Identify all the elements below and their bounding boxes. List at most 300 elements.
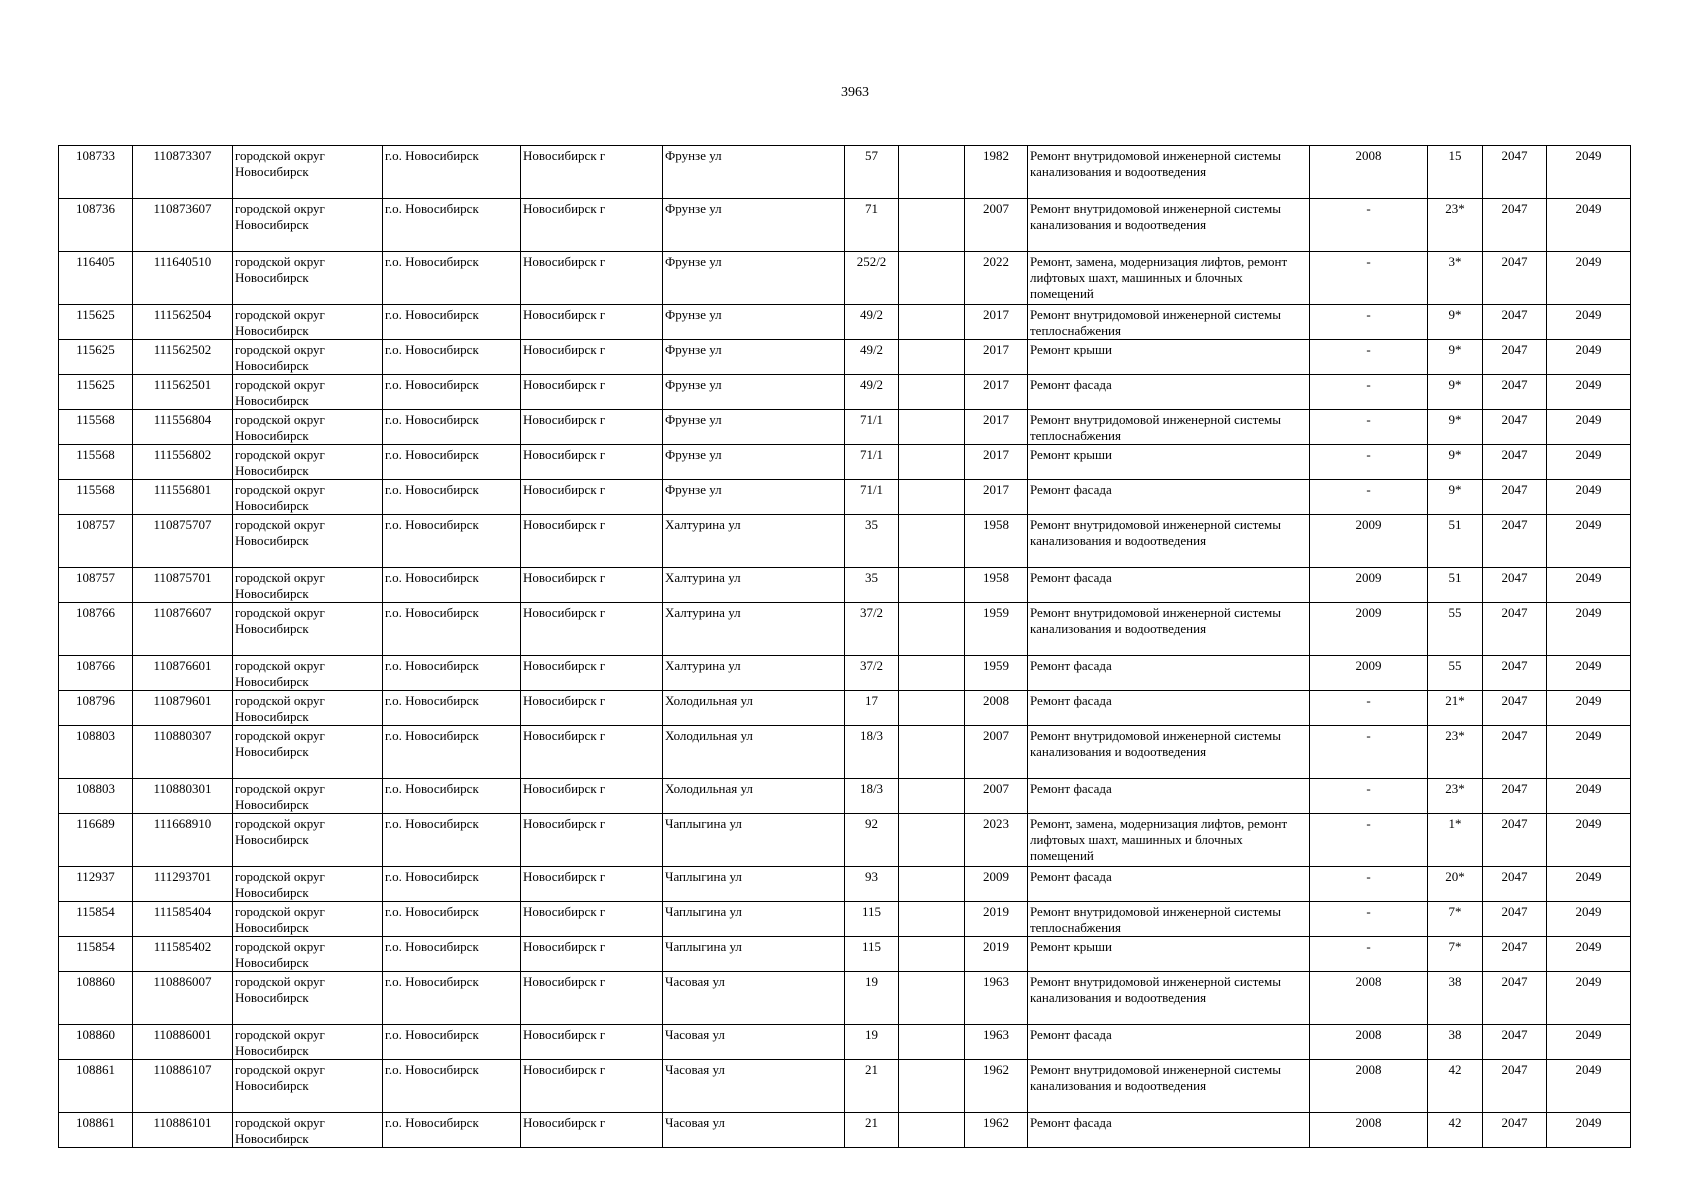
year-built-cell: 2007 (965, 726, 1028, 779)
work-id-cell: 111556802 (133, 445, 233, 480)
plan-end-year-cell: 2049 (1547, 252, 1631, 305)
service-life-cell: 9* (1428, 445, 1483, 480)
work-type-cell: Ремонт внутридомовой инженерной системы канализования и водоотведения (1028, 972, 1310, 1025)
table-row (59, 1113, 1631, 1148)
house-number-cell: 49/2 (845, 340, 899, 375)
street-cell: Фрунзе ул (663, 252, 845, 305)
municipality-cell: городской округ Новосибирск (233, 480, 383, 515)
house-number-cell: 115 (845, 937, 899, 972)
table-row (59, 1025, 1631, 1060)
plan-start-year-cell: 2047 (1483, 603, 1547, 656)
year-built-cell: 1959 (965, 656, 1028, 691)
plan-end-year-cell: 2049 (1547, 972, 1631, 1025)
settlement-cell: Новосибирск г (521, 937, 663, 972)
service-life-cell: 51 (1428, 568, 1483, 603)
last-repair-year-cell: - (1310, 937, 1428, 972)
object-id-cell: 108766 (59, 656, 133, 691)
year-built-cell: 2019 (965, 937, 1028, 972)
plan-start-year-cell: 2047 (1483, 146, 1547, 199)
house-number-cell: 49/2 (845, 305, 899, 340)
work-type-cell: Ремонт внутридомовой инженерной системы канализования и водоотведения (1028, 1060, 1310, 1113)
service-life-cell: 9* (1428, 480, 1483, 515)
work-id-cell: 111585404 (133, 902, 233, 937)
work-type-cell: Ремонт фасада (1028, 568, 1310, 603)
plan-end-year-cell: 2049 (1547, 937, 1631, 972)
building-cell (899, 656, 965, 691)
municipality-cell: городской округ Новосибирск (233, 1113, 383, 1148)
work-type-cell: Ремонт крыши (1028, 445, 1310, 480)
plan-end-year-cell: 2049 (1547, 445, 1631, 480)
house-number-cell: 252/2 (845, 252, 899, 305)
work-id-cell: 110880307 (133, 726, 233, 779)
building-cell (899, 445, 965, 480)
district-cell: г.о. Новосибирск (383, 1025, 521, 1060)
district-cell: г.о. Новосибирск (383, 656, 521, 691)
plan-end-year-cell: 2049 (1547, 603, 1631, 656)
plan-end-year-cell: 2049 (1547, 656, 1631, 691)
district-cell: г.о. Новосибирск (383, 814, 521, 867)
year-built-cell: 2008 (965, 691, 1028, 726)
district-cell: г.о. Новосибирск (383, 146, 521, 199)
house-number-cell: 92 (845, 814, 899, 867)
work-type-cell: Ремонт, замена, модернизация лифтов, ремонт лифтовых шахт, машинных и блочных помещений (1028, 814, 1310, 867)
page-number: 3963 (841, 85, 869, 100)
building-cell (899, 726, 965, 779)
municipality-cell: городской округ Новосибирск (233, 515, 383, 568)
service-life-cell: 3* (1428, 252, 1483, 305)
last-repair-year-cell: 2008 (1310, 1113, 1428, 1148)
object-id-cell: 115854 (59, 902, 133, 937)
district-cell: г.о. Новосибирск (383, 937, 521, 972)
object-id-cell: 108796 (59, 691, 133, 726)
district-cell: г.о. Новосибирск (383, 199, 521, 252)
service-life-cell: 55 (1428, 603, 1483, 656)
object-id-cell: 116405 (59, 252, 133, 305)
table-row (59, 1060, 1631, 1113)
work-type-cell: Ремонт внутридомовой инженерной системы канализования и водоотведения (1028, 515, 1310, 568)
table-row (59, 375, 1631, 410)
work-id-cell: 110876601 (133, 656, 233, 691)
object-id-cell: 108860 (59, 972, 133, 1025)
municipality-cell: городской округ Новосибирск (233, 656, 383, 691)
year-built-cell: 2017 (965, 445, 1028, 480)
settlement-cell: Новосибирск г (521, 867, 663, 902)
building-cell (899, 515, 965, 568)
municipality-cell: городской округ Новосибирск (233, 568, 383, 603)
last-repair-year-cell: - (1310, 305, 1428, 340)
district-cell: г.о. Новосибирск (383, 375, 521, 410)
work-type-cell: Ремонт внутридомовой инженерной системы теплоснабжения (1028, 902, 1310, 937)
plan-start-year-cell: 2047 (1483, 937, 1547, 972)
house-number-cell: 35 (845, 568, 899, 603)
last-repair-year-cell: 2008 (1310, 1025, 1428, 1060)
settlement-cell: Новосибирск г (521, 1060, 663, 1113)
street-cell: Фрунзе ул (663, 480, 845, 515)
house-number-cell: 115 (845, 902, 899, 937)
house-number-cell: 93 (845, 867, 899, 902)
municipality-cell: городской округ Новосибирск (233, 375, 383, 410)
plan-end-year-cell: 2049 (1547, 1060, 1631, 1113)
house-number-cell: 19 (845, 972, 899, 1025)
year-built-cell: 1959 (965, 603, 1028, 656)
house-number-cell: 18/3 (845, 726, 899, 779)
municipality-cell: городской округ Новосибирск (233, 726, 383, 779)
service-life-cell: 38 (1428, 1025, 1483, 1060)
municipality-cell: городской округ Новосибирск (233, 445, 383, 480)
plan-start-year-cell: 2047 (1483, 410, 1547, 445)
work-type-cell: Ремонт внутридомовой инженерной системы канализования и водоотведения (1028, 726, 1310, 779)
settlement-cell: Новосибирск г (521, 972, 663, 1025)
object-id-cell: 108733 (59, 146, 133, 199)
plan-end-year-cell: 2049 (1547, 867, 1631, 902)
plan-start-year-cell: 2047 (1483, 199, 1547, 252)
object-id-cell: 115625 (59, 375, 133, 410)
building-cell (899, 305, 965, 340)
year-built-cell: 2022 (965, 252, 1028, 305)
work-type-cell: Ремонт фасада (1028, 656, 1310, 691)
table-row (59, 480, 1631, 515)
plan-start-year-cell: 2047 (1483, 656, 1547, 691)
year-built-cell: 2007 (965, 779, 1028, 814)
district-cell: г.о. Новосибирск (383, 691, 521, 726)
plan-start-year-cell: 2047 (1483, 375, 1547, 410)
service-life-cell: 7* (1428, 937, 1483, 972)
building-cell (899, 902, 965, 937)
plan-end-year-cell: 2049 (1547, 480, 1631, 515)
street-cell: Часовая ул (663, 1060, 845, 1113)
last-repair-year-cell: - (1310, 199, 1428, 252)
building-cell (899, 937, 965, 972)
service-life-cell: 1* (1428, 814, 1483, 867)
plan-end-year-cell: 2049 (1547, 340, 1631, 375)
year-built-cell: 2009 (965, 867, 1028, 902)
plan-start-year-cell: 2047 (1483, 972, 1547, 1025)
work-type-cell: Ремонт крыши (1028, 340, 1310, 375)
building-cell (899, 1060, 965, 1113)
municipality-cell: городской округ Новосибирск (233, 410, 383, 445)
house-number-cell: 17 (845, 691, 899, 726)
district-cell: г.о. Новосибирск (383, 305, 521, 340)
house-number-cell: 71/1 (845, 480, 899, 515)
street-cell: Чаплыгина ул (663, 814, 845, 867)
service-life-cell: 55 (1428, 656, 1483, 691)
district-cell: г.о. Новосибирск (383, 1113, 521, 1148)
district-cell: г.о. Новосибирск (383, 1060, 521, 1113)
street-cell: Холодильная ул (663, 779, 845, 814)
settlement-cell: Новосибирск г (521, 1025, 663, 1060)
settlement-cell: Новосибирск г (521, 410, 663, 445)
work-type-cell: Ремонт фасада (1028, 1025, 1310, 1060)
street-cell: Чаплыгина ул (663, 937, 845, 972)
year-built-cell: 2019 (965, 902, 1028, 937)
building-cell (899, 603, 965, 656)
building-cell (899, 480, 965, 515)
plan-start-year-cell: 2047 (1483, 1025, 1547, 1060)
settlement-cell: Новосибирск г (521, 568, 663, 603)
last-repair-year-cell: - (1310, 410, 1428, 445)
building-cell (899, 779, 965, 814)
house-number-cell: 37/2 (845, 656, 899, 691)
street-cell: Часовая ул (663, 1113, 845, 1148)
house-number-cell: 71 (845, 199, 899, 252)
municipality-cell: городской округ Новосибирск (233, 146, 383, 199)
service-life-cell: 23* (1428, 779, 1483, 814)
plan-start-year-cell: 2047 (1483, 480, 1547, 515)
plan-end-year-cell: 2049 (1547, 726, 1631, 779)
district-cell: г.о. Новосибирск (383, 252, 521, 305)
district-cell: г.о. Новосибирск (383, 972, 521, 1025)
table-row (59, 726, 1631, 779)
object-id-cell: 108766 (59, 603, 133, 656)
year-built-cell: 2017 (965, 480, 1028, 515)
work-id-cell: 111640510 (133, 252, 233, 305)
object-id-cell: 115568 (59, 410, 133, 445)
service-life-cell: 23* (1428, 199, 1483, 252)
building-cell (899, 568, 965, 603)
work-id-cell: 111556801 (133, 480, 233, 515)
work-type-cell: Ремонт крыши (1028, 937, 1310, 972)
object-id-cell: 115568 (59, 445, 133, 480)
plan-end-year-cell: 2049 (1547, 515, 1631, 568)
work-id-cell: 110886101 (133, 1113, 233, 1148)
house-number-cell: 49/2 (845, 375, 899, 410)
object-id-cell: 108803 (59, 726, 133, 779)
district-cell: г.о. Новосибирск (383, 445, 521, 480)
year-built-cell: 2023 (965, 814, 1028, 867)
settlement-cell: Новосибирск г (521, 375, 663, 410)
service-life-cell: 9* (1428, 410, 1483, 445)
plan-end-year-cell: 2049 (1547, 146, 1631, 199)
table-row (59, 199, 1631, 252)
year-built-cell: 2017 (965, 410, 1028, 445)
plan-start-year-cell: 2047 (1483, 779, 1547, 814)
district-cell: г.о. Новосибирск (383, 410, 521, 445)
service-life-cell: 38 (1428, 972, 1483, 1025)
work-type-cell: Ремонт фасада (1028, 779, 1310, 814)
object-id-cell: 108861 (59, 1060, 133, 1113)
street-cell: Чаплыгина ул (663, 902, 845, 937)
street-cell: Фрунзе ул (663, 146, 845, 199)
street-cell: Фрунзе ул (663, 375, 845, 410)
plan-start-year-cell: 2047 (1483, 867, 1547, 902)
table-row (59, 305, 1631, 340)
work-id-cell: 111562504 (133, 305, 233, 340)
settlement-cell: Новосибирск г (521, 252, 663, 305)
object-id-cell: 108736 (59, 199, 133, 252)
street-cell: Холодильная ул (663, 691, 845, 726)
object-id-cell: 116689 (59, 814, 133, 867)
service-life-cell: 21* (1428, 691, 1483, 726)
service-life-cell: 9* (1428, 340, 1483, 375)
year-built-cell: 1963 (965, 1025, 1028, 1060)
street-cell: Часовая ул (663, 972, 845, 1025)
settlement-cell: Новосибирск г (521, 656, 663, 691)
municipality-cell: городской округ Новосибирск (233, 199, 383, 252)
settlement-cell: Новосибирск г (521, 146, 663, 199)
last-repair-year-cell: 2008 (1310, 146, 1428, 199)
settlement-cell: Новосибирск г (521, 305, 663, 340)
work-id-cell: 110873307 (133, 146, 233, 199)
plan-start-year-cell: 2047 (1483, 340, 1547, 375)
house-number-cell: 21 (845, 1113, 899, 1148)
house-number-cell: 57 (845, 146, 899, 199)
house-number-cell: 71/1 (845, 445, 899, 480)
district-cell: г.о. Новосибирск (383, 603, 521, 656)
district-cell: г.о. Новосибирск (383, 902, 521, 937)
service-life-cell: 23* (1428, 726, 1483, 779)
building-cell (899, 1025, 965, 1060)
municipality-cell: городской округ Новосибирск (233, 691, 383, 726)
work-type-cell: Ремонт фасада (1028, 691, 1310, 726)
work-type-cell: Ремонт внутридомовой инженерной системы канализования и водоотведения (1028, 146, 1310, 199)
year-built-cell: 2007 (965, 199, 1028, 252)
plan-end-year-cell: 2049 (1547, 410, 1631, 445)
plan-start-year-cell: 2047 (1483, 252, 1547, 305)
table-row (59, 937, 1631, 972)
service-life-cell: 7* (1428, 902, 1483, 937)
service-life-cell: 42 (1428, 1113, 1483, 1148)
street-cell: Часовая ул (663, 1025, 845, 1060)
table-row (59, 867, 1631, 902)
table-row (59, 252, 1631, 305)
last-repair-year-cell: - (1310, 867, 1428, 902)
plan-end-year-cell: 2049 (1547, 902, 1631, 937)
year-built-cell: 1962 (965, 1060, 1028, 1113)
work-id-cell: 111556804 (133, 410, 233, 445)
object-id-cell: 108803 (59, 779, 133, 814)
year-built-cell: 1963 (965, 972, 1028, 1025)
table-row (59, 340, 1631, 375)
service-life-cell: 42 (1428, 1060, 1483, 1113)
house-number-cell: 21 (845, 1060, 899, 1113)
plan-start-year-cell: 2047 (1483, 515, 1547, 568)
table-row (59, 445, 1631, 480)
year-built-cell: 2017 (965, 340, 1028, 375)
table-row (59, 902, 1631, 937)
municipality-cell: городской округ Новосибирск (233, 972, 383, 1025)
last-repair-year-cell: 2009 (1310, 515, 1428, 568)
building-cell (899, 1113, 965, 1148)
work-type-cell: Ремонт фасада (1028, 1113, 1310, 1148)
table-row (59, 146, 1631, 199)
last-repair-year-cell: - (1310, 691, 1428, 726)
settlement-cell: Новосибирск г (521, 691, 663, 726)
plan-start-year-cell: 2047 (1483, 814, 1547, 867)
house-number-cell: 71/1 (845, 410, 899, 445)
object-id-cell: 108757 (59, 568, 133, 603)
year-built-cell: 1982 (965, 146, 1028, 199)
service-life-cell: 15 (1428, 146, 1483, 199)
table-row (59, 568, 1631, 603)
work-type-cell: Ремонт внутридомовой инженерной системы теплоснабжения (1028, 305, 1310, 340)
settlement-cell: Новосибирск г (521, 445, 663, 480)
work-id-cell: 110886007 (133, 972, 233, 1025)
street-cell: Халтурина ул (663, 515, 845, 568)
year-built-cell: 1958 (965, 515, 1028, 568)
municipality-cell: городской округ Новосибирск (233, 252, 383, 305)
last-repair-year-cell: - (1310, 340, 1428, 375)
work-id-cell: 110875707 (133, 515, 233, 568)
table-row (59, 515, 1631, 568)
building-cell (899, 252, 965, 305)
street-cell: Фрунзе ул (663, 340, 845, 375)
street-cell: Халтурина ул (663, 656, 845, 691)
house-number-cell: 37/2 (845, 603, 899, 656)
work-id-cell: 111562502 (133, 340, 233, 375)
settlement-cell: Новосибирск г (521, 902, 663, 937)
street-cell: Фрунзе ул (663, 410, 845, 445)
work-type-cell: Ремонт внутридомовой инженерной системы канализования и водоотведения (1028, 199, 1310, 252)
table-row (59, 972, 1631, 1025)
service-life-cell: 51 (1428, 515, 1483, 568)
work-id-cell: 110875701 (133, 568, 233, 603)
work-id-cell: 111585402 (133, 937, 233, 972)
plan-end-year-cell: 2049 (1547, 1113, 1631, 1148)
year-built-cell: 2017 (965, 375, 1028, 410)
last-repair-year-cell: - (1310, 779, 1428, 814)
plan-start-year-cell: 2047 (1483, 1113, 1547, 1148)
work-id-cell: 110873607 (133, 199, 233, 252)
settlement-cell: Новосибирск г (521, 340, 663, 375)
settlement-cell: Новосибирск г (521, 515, 663, 568)
district-cell: г.о. Новосибирск (383, 726, 521, 779)
service-life-cell: 9* (1428, 375, 1483, 410)
building-cell (899, 146, 965, 199)
street-cell: Фрунзе ул (663, 305, 845, 340)
service-life-cell: 20* (1428, 867, 1483, 902)
district-cell: г.о. Новосибирск (383, 340, 521, 375)
work-type-cell: Ремонт внутридомовой инженерной системы канализования и водоотведения (1028, 603, 1310, 656)
table-row (59, 779, 1631, 814)
settlement-cell: Новосибирск г (521, 480, 663, 515)
plan-start-year-cell: 2047 (1483, 902, 1547, 937)
building-cell (899, 199, 965, 252)
repair-schedule-table (58, 145, 1631, 1148)
building-cell (899, 972, 965, 1025)
last-repair-year-cell: - (1310, 814, 1428, 867)
house-number-cell: 35 (845, 515, 899, 568)
service-life-cell: 9* (1428, 305, 1483, 340)
settlement-cell: Новосибирск г (521, 1113, 663, 1148)
last-repair-year-cell: - (1310, 902, 1428, 937)
object-id-cell: 108861 (59, 1113, 133, 1148)
plan-end-year-cell: 2049 (1547, 199, 1631, 252)
plan-start-year-cell: 2047 (1483, 568, 1547, 603)
building-cell (899, 340, 965, 375)
last-repair-year-cell: 2009 (1310, 568, 1428, 603)
settlement-cell: Новосибирск г (521, 726, 663, 779)
district-cell: г.о. Новосибирск (383, 480, 521, 515)
object-id-cell: 115854 (59, 937, 133, 972)
municipality-cell: городской округ Новосибирск (233, 814, 383, 867)
municipality-cell: городской округ Новосибирск (233, 603, 383, 656)
work-id-cell: 110876607 (133, 603, 233, 656)
plan-end-year-cell: 2049 (1547, 568, 1631, 603)
municipality-cell: городской округ Новосибирск (233, 1025, 383, 1060)
work-id-cell: 111562501 (133, 375, 233, 410)
last-repair-year-cell: 2009 (1310, 603, 1428, 656)
settlement-cell: Новосибирск г (521, 814, 663, 867)
last-repair-year-cell: - (1310, 252, 1428, 305)
last-repair-year-cell: - (1310, 445, 1428, 480)
last-repair-year-cell: 2009 (1310, 656, 1428, 691)
plan-start-year-cell: 2047 (1483, 445, 1547, 480)
plan-start-year-cell: 2047 (1483, 726, 1547, 779)
district-cell: г.о. Новосибирск (383, 867, 521, 902)
last-repair-year-cell: 2008 (1310, 972, 1428, 1025)
municipality-cell: городской округ Новосибирск (233, 867, 383, 902)
work-type-cell: Ремонт фасада (1028, 480, 1310, 515)
